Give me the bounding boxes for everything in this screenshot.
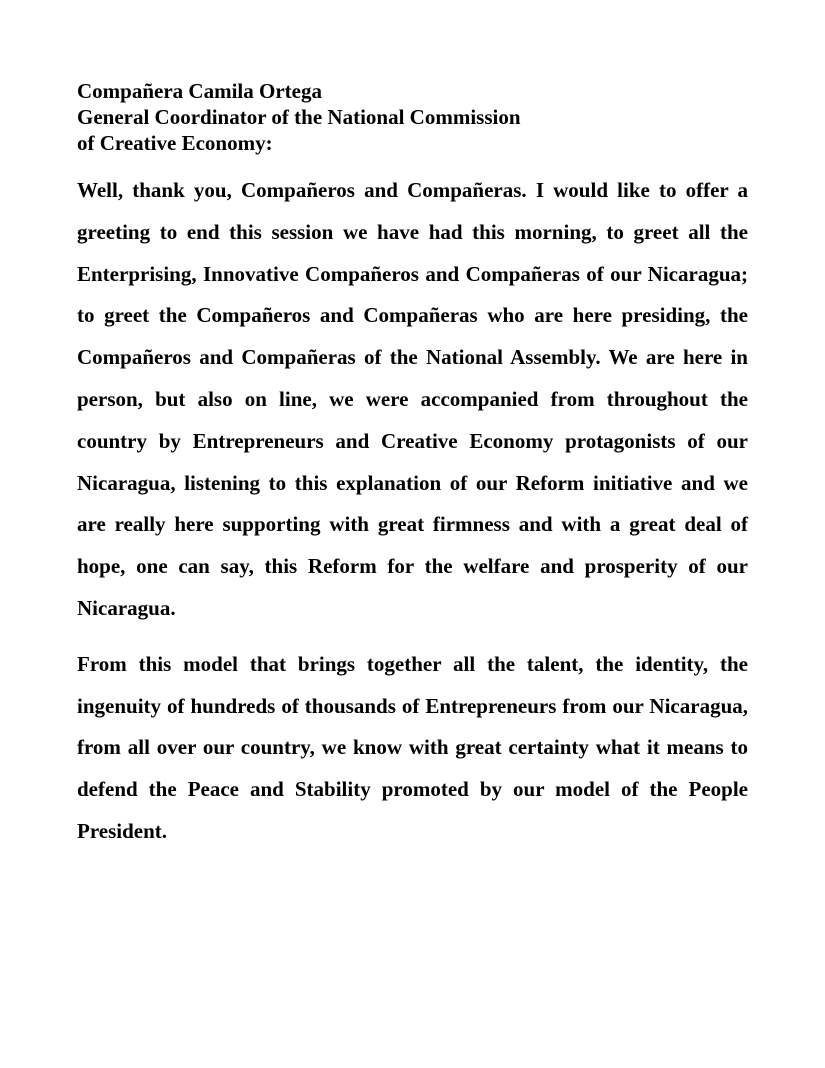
speaker-title-line-2: of Creative Economy: [77,131,273,155]
speech-paragraph: Well, thank you, Compañeros and Compañeras. I would like to offer a greeting to end this session we have had this morning, to greet all the Enterprising, Innovative Compañeros and Compañeras of our Nicaragua; to greet the Compañeros and Compañeras who are here presiding, the Compañeros and Compañeras of the National Assembly. We are here in person, but also on line, we were accompanied from throughout the country by Entrepreneurs and Creative Economy protagonists of our Nicaragua, listening to this explanation of our Reform initiative and we are really here supporting with great firmness and with a great deal of hope, one can say, this Reform for the welfare and prosperity of our Nicaragua. [77,178,748,620]
speaker-title-line-1: General Coordinator of the National Commission [77,105,521,129]
speaker-name: Compañera Camila Ortega [77,79,322,103]
document-content [77,78,748,853]
speech-paragraph: From this model that brings together all the talent, the identity, the ingenuity of hundreds of thousands of Entrepreneurs from our Nicaragua, from all over our country, we know with great certainty what it means to defend the Peace and Stability promoted by our model of the People President. [77,651,748,843]
speaker-heading [77,78,748,156]
